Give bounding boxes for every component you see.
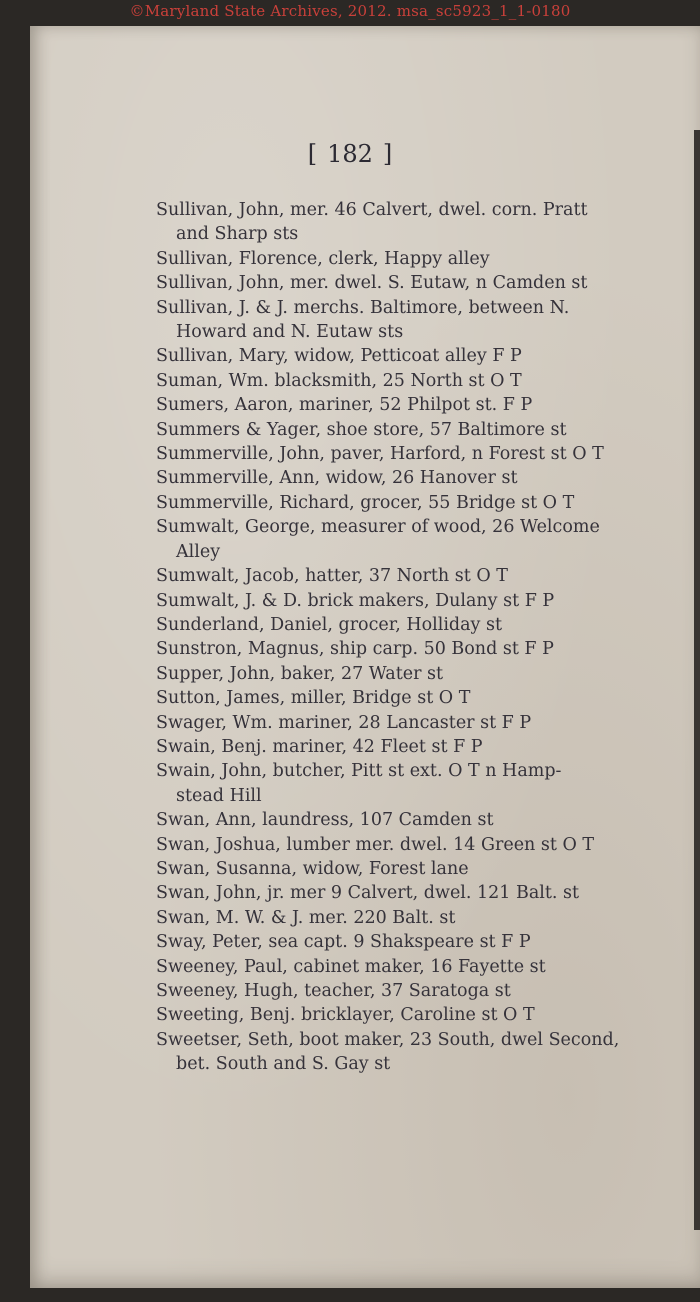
directory-entry: Sunstron, Magnus, ship carp. 50 Bond st F P	[156, 639, 554, 660]
directory-entry: Summerville, John, paver, Harford, n Forest st O T	[156, 444, 604, 465]
directory-entry: Sway, Peter, sea capt. 9 Shakspeare st F P	[156, 932, 531, 953]
page-number-header	[0, 140, 700, 168]
directory-entries	[156, 198, 696, 1077]
directory-entry: Swan, M. W. & J. mer. 220 Balt. st	[156, 907, 456, 928]
directory-entry: Suman, Wm. blacksmith, 25 North st O T	[156, 370, 522, 391]
directory-entry: Sullivan, J. & J. merchs. Baltimore, between N.	[156, 297, 570, 318]
directory-entry: Sumers, Aaron, mariner, 52 Philpot st. F P	[156, 395, 533, 416]
directory-entry: Summerville, Ann, widow, 26 Hanover st	[156, 468, 518, 489]
bracket-left: [	[307, 140, 318, 168]
directory-entry: Supper, John, baker, 27 Water st	[156, 663, 444, 684]
directory-entry-continuation: stead Hill	[176, 785, 262, 806]
directory-entry-continuation: Alley	[176, 541, 221, 562]
directory-entry: Summerville, Richard, grocer, 55 Bridge st O T	[156, 492, 575, 513]
directory-entry: Swan, Joshua, lumber mer. dwel. 14 Green st O T	[156, 834, 595, 855]
directory-entry: Sumwalt, George, measurer of wood, 26 Welcome	[156, 517, 600, 538]
directory-entry: Sunderland, Daniel, grocer, Holliday st	[156, 614, 503, 635]
directory-entry-continuation: bet. South and S. Gay st	[176, 1054, 391, 1075]
directory-entry: Swager, Wm. mariner, 28 Lancaster st F P	[156, 712, 532, 733]
page-edge-shadow	[694, 130, 700, 1230]
directory-entry: Sumwalt, Jacob, hatter, 37 North st O T	[156, 566, 508, 587]
directory-entry: Swain, John, butcher, Pitt st ext. O T n Hamp-	[156, 761, 562, 782]
directory-entry-continuation: and Sharp sts	[176, 224, 299, 245]
directory-entry: Swain, Benj. mariner, 42 Fleet st F P	[156, 736, 483, 757]
archive-watermark: ©Maryland State Archives, 2012. msa_sc5923_1_1-0180	[129, 2, 571, 20]
directory-entry: Sutton, James, miller, Bridge st O T	[156, 688, 471, 709]
directory-entry: Sweetser, Seth, boot maker, 23 South, dwel Second,	[156, 1029, 620, 1050]
directory-entry: Sullivan, Mary, widow, Petticoat alley F P	[156, 346, 522, 367]
directory-entry: Swan, Ann, laundress, 107 Camden st	[156, 810, 494, 831]
directory-entry: Sweeting, Benj. bricklayer, Caroline st O T	[156, 1005, 535, 1026]
directory-entry: Sweeney, Hugh, teacher, 37 Saratoga st	[156, 981, 511, 1001]
directory-entry: Sumwalt, J. & D. brick makers, Dulany st F P	[156, 590, 555, 611]
directory-entry: Swan, John, jr. mer 9 Calvert, dwel. 121 Balt. st	[156, 883, 580, 904]
directory-entry: Sullivan, Florence, clerk, Happy alley	[156, 248, 490, 269]
directory-entry: Sullivan, John, mer. dwel. S. Eutaw, n Camden st	[156, 273, 588, 294]
directory-entry: Sullivan, John, mer. 46 Calvert, dwel. corn. Pratt	[156, 200, 588, 220]
directory-entry: Summers & Yager, shoe store, 57 Baltimore st	[156, 419, 567, 440]
directory-entry-continuation: Howard and N. Eutaw sts	[176, 322, 404, 343]
bracket-right: ]	[382, 140, 393, 168]
directory-entry: Sweeney, Paul, cabinet maker, 16 Fayette st	[156, 956, 546, 977]
directory-entry: Swan, Susanna, widow, Forest lane	[156, 858, 469, 879]
page-number: 182	[327, 140, 373, 168]
